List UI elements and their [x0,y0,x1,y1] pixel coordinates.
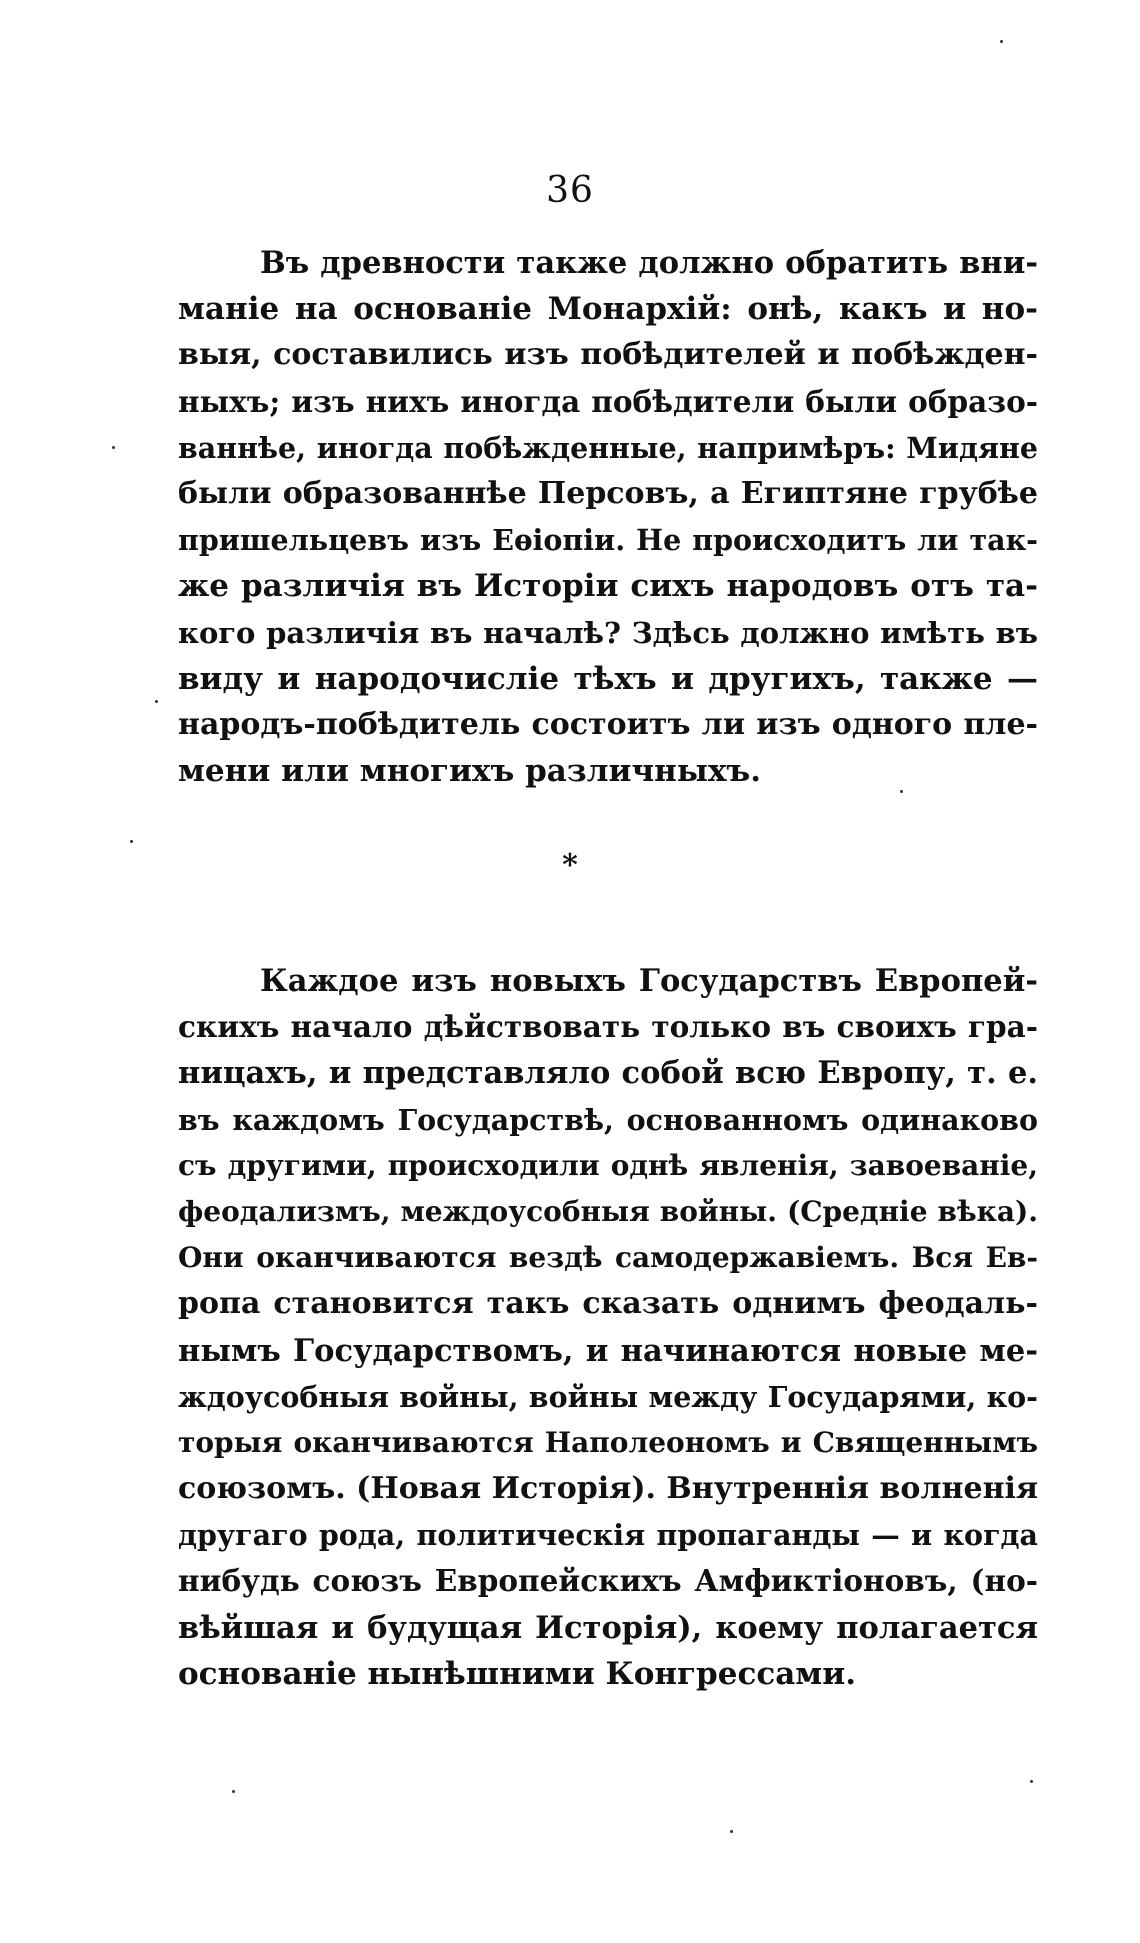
scan-speck [130,840,133,843]
text-line: кого различія въ началѣ? Здѣсь должно имѣть въ [178,615,1038,650]
text-line: вѣйшая и будущая Исторія), коему полагается [178,1609,1038,1646]
text-line: съ другими, происходили однѣ явленія, завоеваніе, [178,1148,1038,1182]
text-line: Въ древности также должно обратить вни- [260,245,1038,281]
scan-speck [900,790,903,793]
page-number: 36 [546,170,594,211]
text-line: нибудь союзъ Европейскихъ Амфиктіоновъ, (но- [178,1563,1038,1599]
text-line: союзомъ. (Новая Исторія). Внутреннія волненія [178,1471,1039,1507]
text-line: ницахъ, и представляло собой всю Европу, т. е. [178,1055,1038,1092]
text-line: пришельцевъ изъ Еѳіопіи. Не происходитъ ли так- [178,523,1038,558]
text-line: скихъ начало дѣйствовать только въ своихъ гра- [178,1009,1038,1045]
text-line: Каждое изъ новыхъ Государствъ Европей- [260,963,1038,999]
text-line: народъ-побѣдитель состоитъ ли изъ одного пле- [178,706,1038,742]
text-line: ваннѣе, иногда побѣжденные, напримѣръ: Мидяне [178,430,1038,465]
text-line: основаніе нынѣшними Конгрессами. [178,1655,857,1692]
text-line: другаго рода, политическія пропаганды — и когда [178,1518,1038,1553]
text-line: маніе на основаніе Монархій: онѣ, какъ и но- [178,291,1038,328]
text-line: же различія въ Исторіи сихъ народовъ отъ та- [178,568,1038,605]
text-line: выя, составились изъ побѣдителей и побѣжден- [178,337,1038,373]
paragraph-european-states [178,958,1038,1697]
scan-speck [155,700,158,703]
section-separator-asterisk: * [562,848,578,883]
scan-speck [232,1790,235,1793]
scan-speck [730,1830,733,1833]
scan-speck [112,446,115,449]
text-line: были образованнѣе Персовъ, а Египтяне грубѣе [178,475,1038,511]
text-line: Они оканчиваются вездѣ самодержавіемъ. Вся Ев- [178,1241,1038,1275]
text-line: виду и народочисліе тѣхъ и другихъ, также — [178,660,1038,697]
text-line: феодализмъ, междоусобныя войны. (Средніе вѣка). [178,1194,1038,1228]
scan-speck [1000,40,1003,43]
text-line: торыя оканчиваются Наполеономъ и Священнымъ [178,1425,1038,1459]
text-line: мени или многихъ различныхъ. [178,753,762,790]
text-line: ждоусобныя войны, войны между Государями, ко- [178,1379,1038,1414]
paragraph-antiquity-monarchies [178,240,1038,794]
text-line: ропа становится такъ сказать однимъ феодаль- [178,1286,1038,1322]
scan-speck [1030,1780,1033,1783]
text-line: ныхъ; изъ нихъ иногда побѣдители были образо- [178,383,1038,419]
text-line: въ каждомъ Государствѣ, основанномъ одинаково [178,1102,1038,1137]
text-line: нымъ Государствомъ, и начинаются новые ме- [178,1332,1038,1369]
